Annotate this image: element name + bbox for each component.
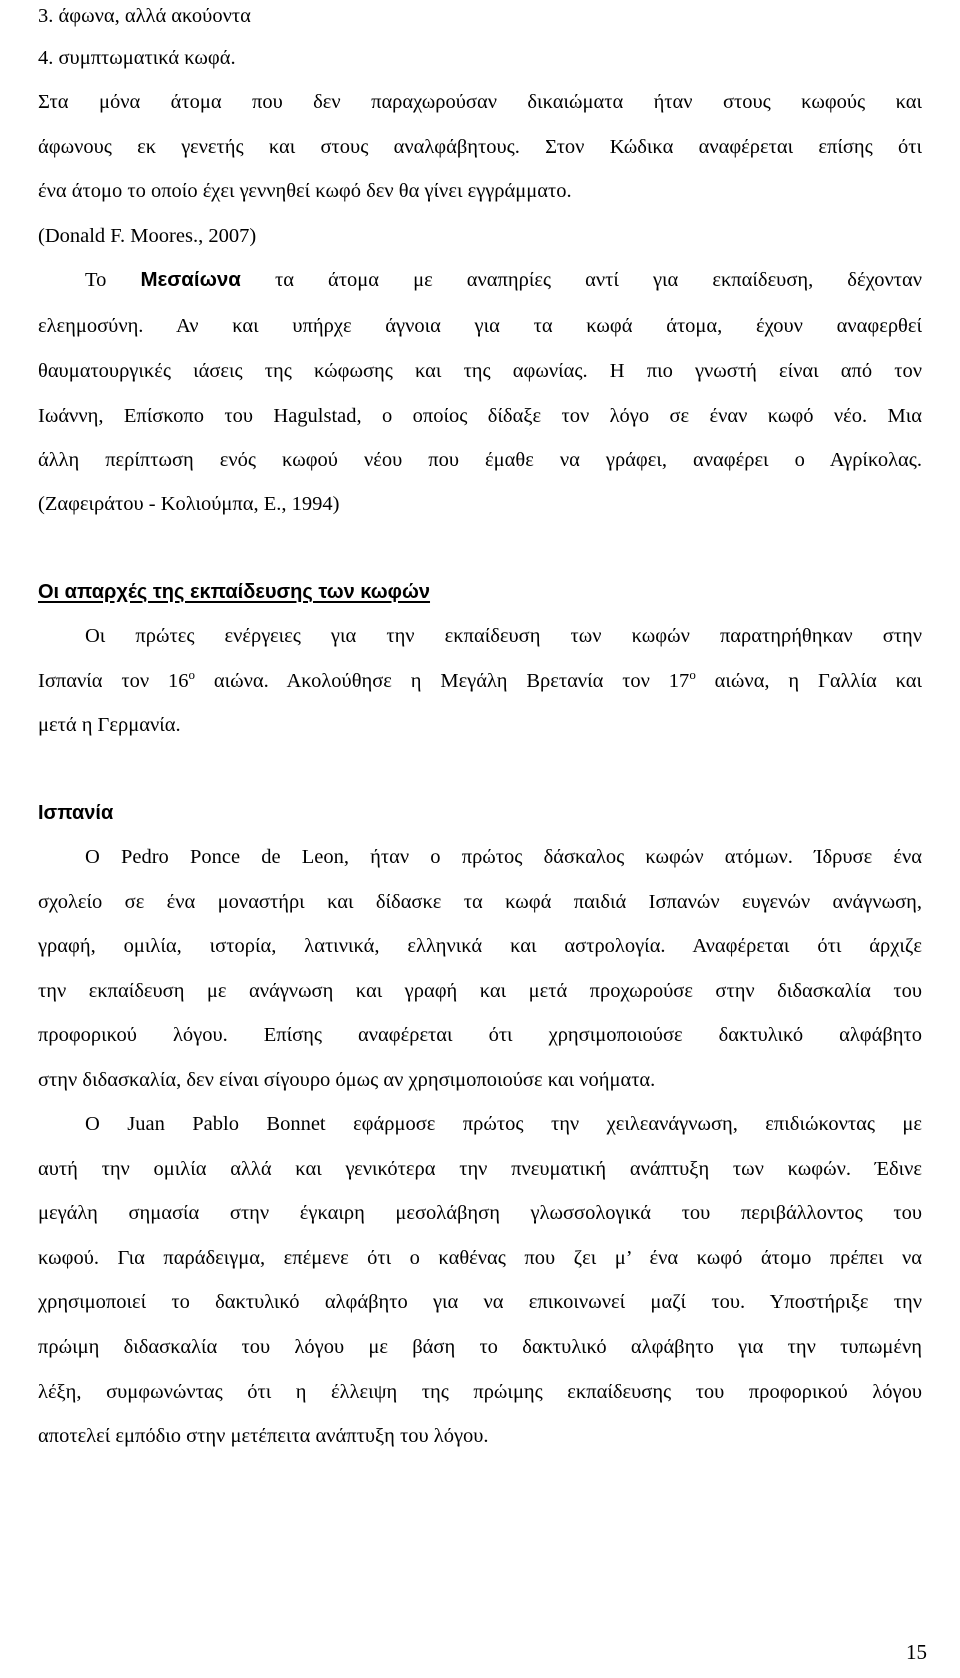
paragraph-line: κωφού. Για παράδειγμα, επέμενε ότι ο καθένας που ζει μ’ ένα κωφό άτομο πρέπει να bbox=[38, 1247, 922, 1269]
text-run: Το bbox=[85, 269, 141, 291]
paragraph-line: Στα μόνα άτομα που δεν παραχωρούσαν δικαιώματα ήταν στους κωφούς και bbox=[38, 91, 922, 113]
paragraph-line: ελεημοσύνη. Αν και υπήρχε άγνοια για τα κωφά άτομα, έχουν αναφερθεί bbox=[38, 315, 922, 337]
paragraph-line: Ο Juan Pablo Bonnet εφάρμοσε πρώτος την χειλεανάγνωση, επιδιώκοντας με bbox=[85, 1113, 922, 1135]
emphasis-medieval: Μεσαίωνα bbox=[140, 268, 241, 291]
paragraph-line: γραφή, ομιλία, ιστορία, λατινικά, ελληνικά και αστρολογία. Αναφέρεται ότι άρχιζε bbox=[38, 935, 922, 957]
paragraph-line: πρώιμη διδασκαλία του λόγου με βάση το δακτυλικό αλφάβητο για την τυπωμένη bbox=[38, 1336, 922, 1358]
paragraph-line: χρησιμοποιεί το δακτυλικό αλφάβητο για να επικοινωνεί μαζί του. Υποστήριξε την bbox=[38, 1291, 922, 1313]
paragraph-line: στην διδασκαλία, δεν είναι σίγουρο όμως αν χρησιμοποιούσε και νοήματα. bbox=[38, 1069, 656, 1091]
paragraph-line: μεγάλη σημασία στην έγκαιρη μεσολάβηση γλωσσολογικά του περιβάλλοντος του bbox=[38, 1202, 922, 1224]
section-heading-origins: Οι απαρχές της εκπαίδευσης των κωφών bbox=[38, 581, 431, 603]
paragraph-line: σχολείο σε ένα μοναστήρι και δίδασκε τα κωφά παιδιά Ισπανών ευγενών ανάγνωση, bbox=[38, 891, 922, 913]
section-heading-spain: Ισπανία bbox=[38, 802, 114, 824]
paragraph-line: θαυματουργικές ιάσεις της κώφωσης και της αφωνίας. Η πιο γνωστή είναι από τον bbox=[38, 360, 922, 382]
superscript: ο bbox=[689, 667, 696, 682]
paragraph-line: λέξη, συμφωνώντας ότι η έλλειψη της πρώιμης εκπαίδευσης του προφορικού λόγου bbox=[38, 1381, 922, 1403]
text-run: αιώνα. Ακολούθησε η Μεγάλη Βρετανία τον 17 bbox=[194, 670, 690, 692]
text-run: Ισπανία τον 16 bbox=[38, 670, 189, 692]
paragraph-line: αποτελεί εμπόδιο στην μετέπειτα ανάπτυξη του λόγου. bbox=[38, 1425, 489, 1447]
paragraph-line: προφορικού λόγου. Επίσης αναφέρεται ότι χρησιμοποιούσε δακτυλικό αλφάβητο bbox=[38, 1024, 922, 1046]
paragraph-line: μετά η Γερμανία. bbox=[38, 714, 181, 736]
paragraph-line bbox=[85, 266, 922, 294]
paragraph-line: την εκπαίδευση με ανάγνωση και γραφή και μετά προχωρούσε στην διδασκαλία του bbox=[38, 980, 922, 1002]
text-run: τα άτομα με αναπηρίες αντί για εκπαίδευση, δέχονταν bbox=[240, 269, 922, 291]
list-item-4: 4. συμπτωματικά κωφά. bbox=[38, 47, 236, 69]
page-number: 15 bbox=[906, 1640, 927, 1664]
text-run: αιώνα, η Γαλλία και bbox=[695, 670, 922, 692]
paragraph-line: Οι πρώτες ενέργειες για την εκπαίδευση των κωφών παρατηρήθηκαν στην bbox=[85, 625, 922, 647]
paragraph-line: άφωνους εκ γενετής και στους αναλφάβητους. Στον Κώδικα αναφέρεται επίσης ότι bbox=[38, 136, 922, 158]
citation: (Ζαφειράτου - Κολιούμπα, Ε., 1994) bbox=[38, 493, 340, 515]
citation: (Donald F. Moores., 2007) bbox=[38, 225, 257, 247]
list-item-3: 3. άφωνα, αλλά ακούοντα bbox=[38, 5, 251, 27]
paragraph-line bbox=[38, 667, 922, 695]
superscript: ο bbox=[188, 667, 195, 682]
paragraph-line: άλλη περίπτωση ενός κωφού νέου που έμαθε να γράφει, αναφέρει ο Αγρίκολας. bbox=[38, 449, 922, 471]
paragraph-line: ένα άτομο το οποίο έχει γεννηθεί κωφό δεν θα γίνει εγγράμματο. bbox=[38, 180, 572, 202]
paragraph-line: Ο Pedro Ponce de Leon, ήταν ο πρώτος δάσκαλος κωφών ατόμων. Ίδρυσε ένα bbox=[85, 846, 922, 868]
paragraph-line: Ιωάννη, Επίσκοπο του Hagulstad, ο οποίος δίδαξε τον λόγο σε έναν κωφό νέο. Μια bbox=[38, 405, 922, 427]
paragraph-line: αυτή την ομιλία αλλά και γενικότερα την πνευματική ανάπτυξη των κωφών. Έδινε bbox=[38, 1158, 922, 1180]
